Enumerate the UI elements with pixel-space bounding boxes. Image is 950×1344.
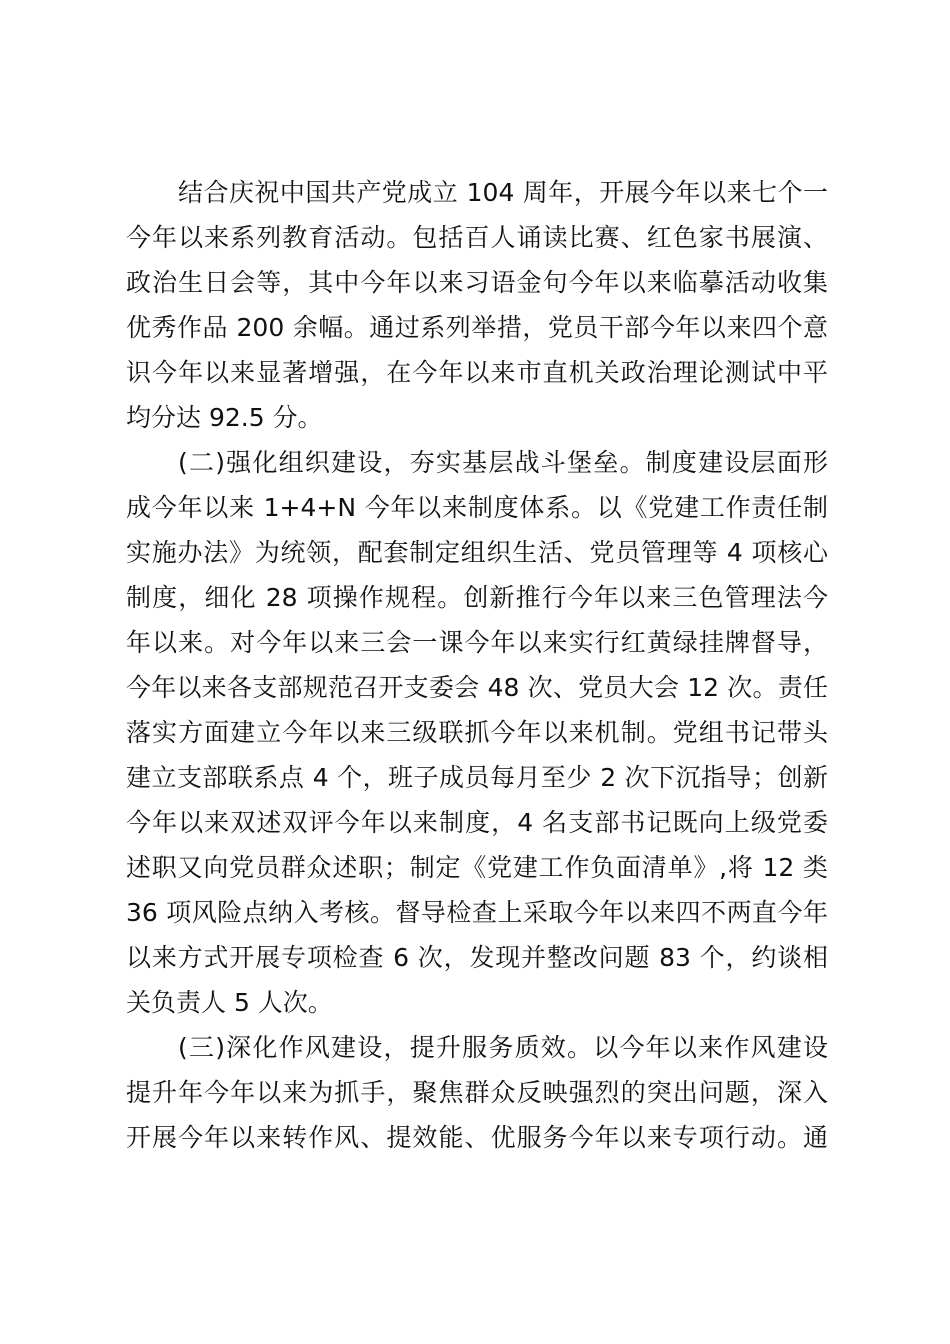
text-line: 落实方面建立今年以来三级联抓今年以来机制。党组书记带头 [126,718,828,747]
text-line: 识今年以来显著增强，在今年以来市直机关政治理论测试中平 [126,358,828,387]
text-line: 均分达 92.5 分。 [126,403,323,432]
text-line: 实施办法》为统领，配套制定组织生活、党员管理等 4 项核心 [126,538,828,567]
text-line: 今年以来系列教育活动。包括百人诵读比赛、红色家书展演、 [126,223,828,252]
text-line: 述职又向党员群众述职；制定《党建工作负面清单》,将 12 类 [126,853,828,882]
text-line: 年以来。对今年以来三会一课今年以来实行红黄绿挂牌督导， [126,628,828,657]
text-line: 结合庆祝中国共产党成立 104 周年，开展今年以来七个一 [178,178,828,207]
paragraph-3 [126,1025,828,1160]
text-line: 提升年今年以来为抓手，聚焦群众反映强烈的突出问题，深入 [126,1078,828,1107]
text-line: 开展今年以来转作风、提效能、优服务今年以来专项行动。通 [126,1123,828,1152]
text-line: 制度，细化 28 项操作规程。创新推行今年以来三色管理法今 [126,583,828,612]
text-line: 以来方式开展专项检查 6 次，发现并整改问题 83 个，约谈相 [126,943,828,972]
text-line: 关负责人 5 人次。 [126,988,333,1017]
section-heading-line: (二)强化组织建设，夯实基层战斗堡垒。制度建设层面形 [178,448,828,477]
text-line: 政治生日会等，其中今年以来习语金句今年以来临摹活动收集 [126,268,828,297]
paragraph-1 [126,170,828,440]
text-line: 成今年以来 1+4+N 今年以来制度体系。以《党建工作责任制 [126,493,828,522]
text-line: 建立支部联系点 4 个，班子成员每月至少 2 次下沉指导；创新 [126,763,828,792]
section-heading-line: (三)深化作风建设，提升服务质效。以今年以来作风建设 [178,1033,828,1062]
paragraph-2 [126,440,828,1025]
document-body [126,170,828,1160]
text-line: 今年以来各支部规范召开支委会 48 次、党员大会 12 次。责任 [126,673,828,702]
text-line: 36 项风险点纳入考核。督导检查上采取今年以来四不两直今年 [126,898,828,927]
text-line: 今年以来双述双评今年以来制度，4 名支部书记既向上级党委 [126,808,828,837]
text-line: 优秀作品 200 余幅。通过系列举措，党员干部今年以来四个意 [126,313,828,342]
